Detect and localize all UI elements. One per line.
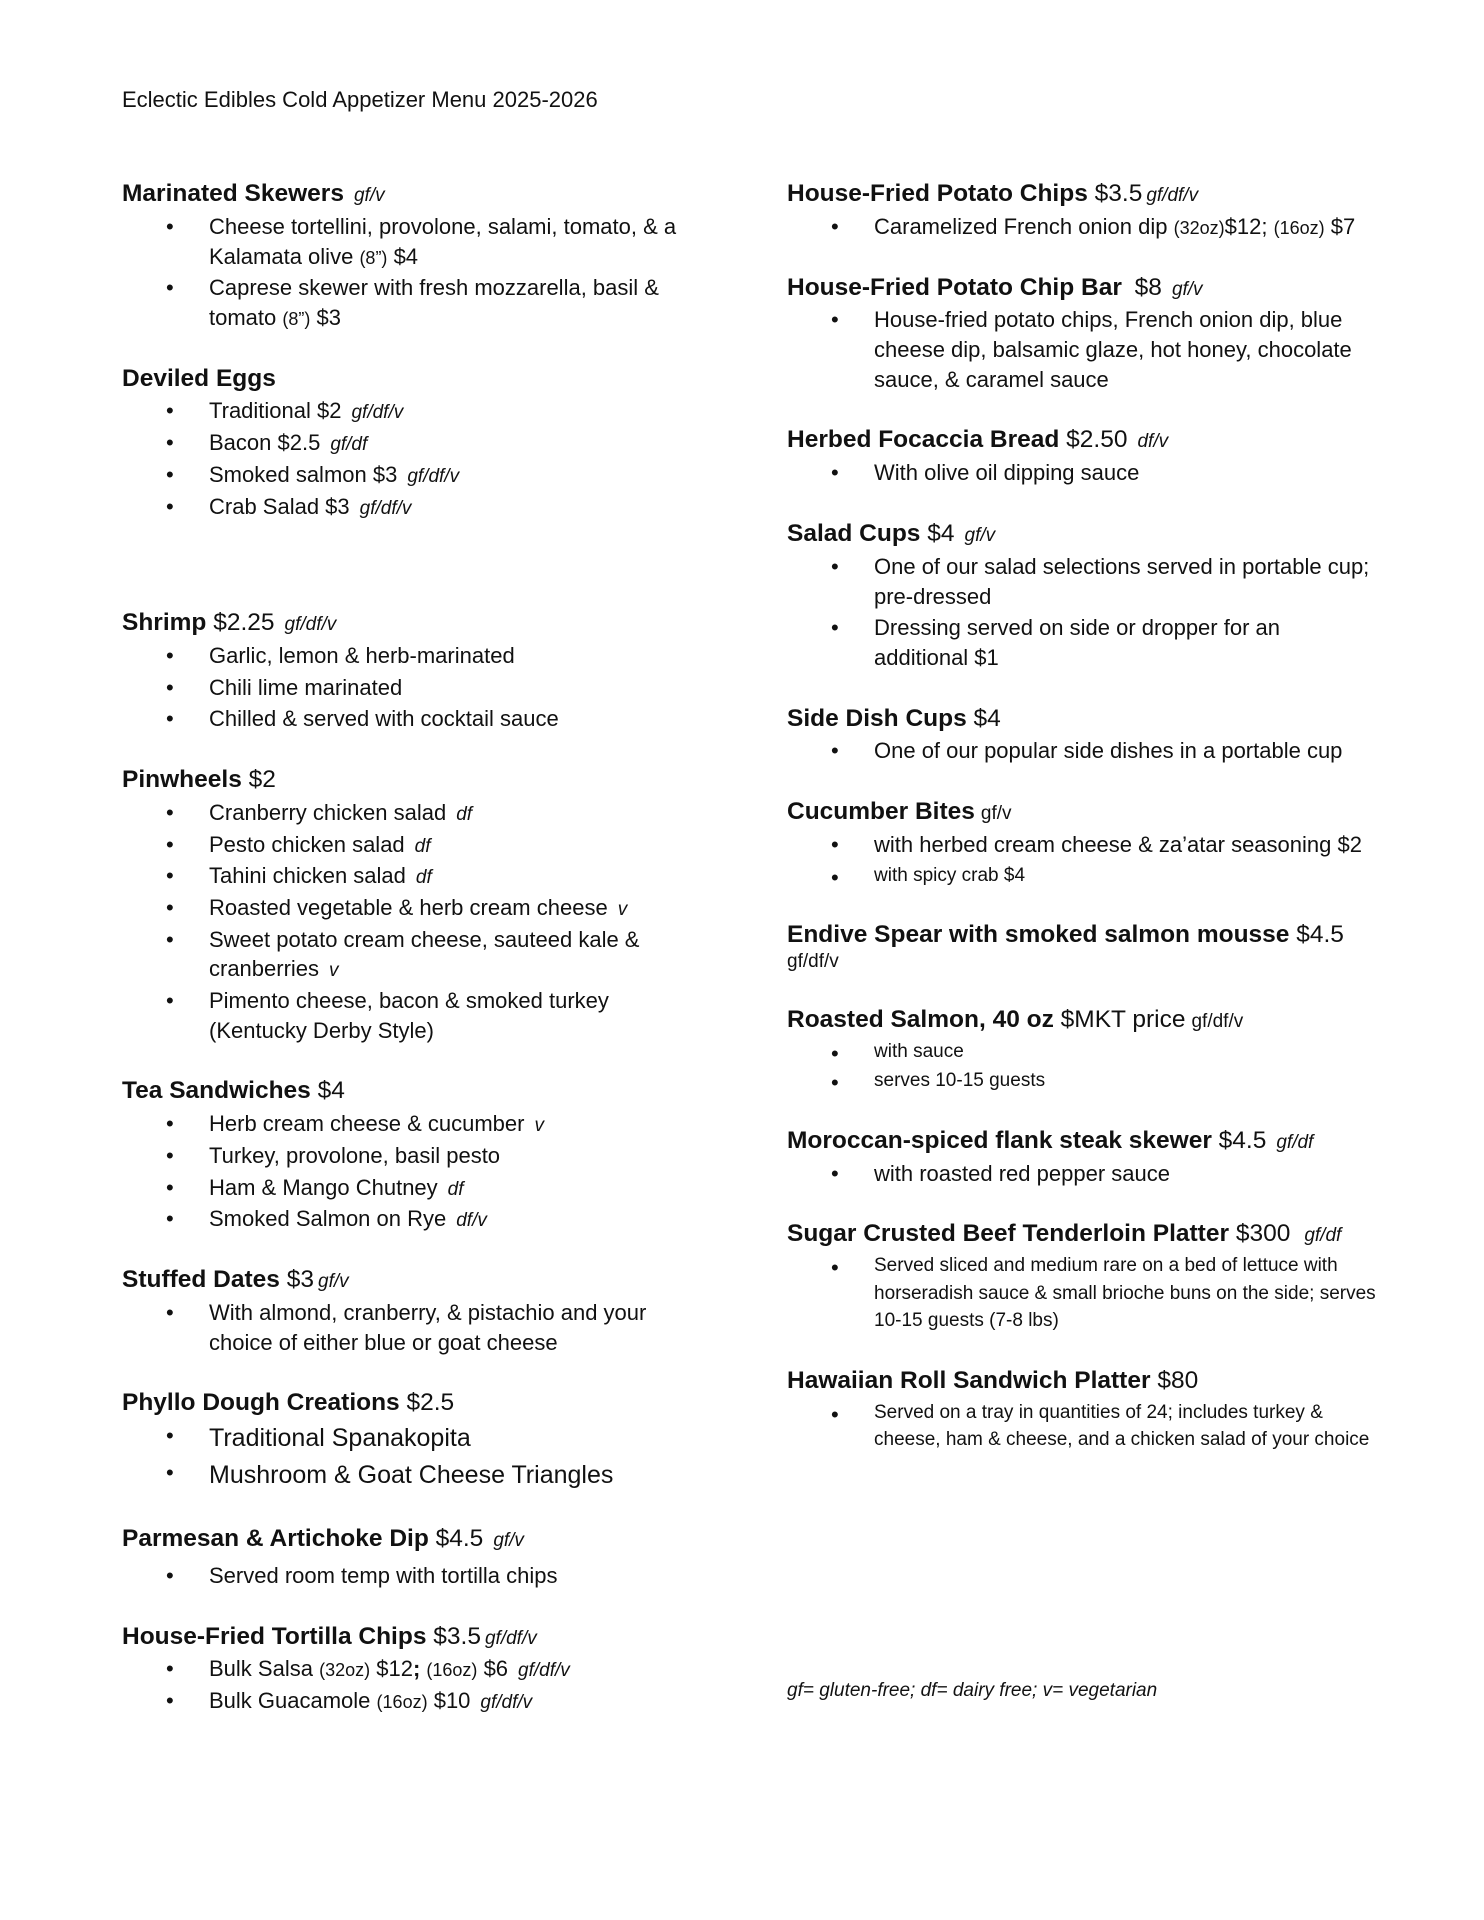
- list-item: • Caramelized French onion dip (32oz)$12; (16oz) $7: [874, 212, 1377, 242]
- section-title: Shrimp: [122, 609, 207, 637]
- section-title: Sugar Crusted Beef Tenderloin Platter: [787, 1220, 1229, 1248]
- section-deviled-eggs: [122, 363, 702, 522]
- dietary-tag: gf/df/v: [284, 614, 337, 636]
- section-endive: [787, 919, 1377, 974]
- list-item: • Served on a tray in quantities of 24; includes turkey & cheese, ham & cheese, and a chicken salad of your choice: [874, 1399, 1377, 1454]
- list-item: • with sauce: [874, 1038, 1377, 1066]
- section-title: Herbed Focaccia Bread: [787, 426, 1060, 454]
- list-item: • Bacon $2.5 gf/df: [209, 428, 702, 458]
- dietary-legend: gf= gluten-free; df= dairy free; v= vegetarian: [787, 1680, 1158, 1701]
- list-item: • One of our popular side dishes in a portable cup: [874, 736, 1377, 766]
- section-title: Salad Cups: [787, 519, 921, 547]
- section-parmesan-dip: [122, 1523, 702, 1591]
- list-item: • Smoked Salmon on Rye df/v: [209, 1204, 702, 1234]
- dietary-tag: gf/v: [964, 524, 996, 546]
- section-price: $4: [317, 1077, 345, 1105]
- dietary-tag: gf/v: [980, 803, 1012, 825]
- dietary-tag: df/v: [1137, 431, 1169, 453]
- section-title: Endive Spear with smoked salmon mousse: [787, 921, 1290, 949]
- dietary-tag: gf/v: [353, 185, 385, 206]
- list-item: • with spicy crab $4: [874, 862, 1377, 890]
- section-price: $2.25: [213, 609, 275, 637]
- section-title: House-Fried Potato Chips: [787, 180, 1088, 207]
- dietary-tag: gf/v: [493, 1530, 524, 1552]
- section-title: Marinated Skewers: [122, 180, 344, 207]
- section-price: $4: [927, 519, 955, 547]
- dietary-tag: gf/df/v: [1191, 1010, 1244, 1032]
- section-price: $4.5: [1296, 921, 1344, 949]
- section-beef-tenderloin: [787, 1218, 1377, 1334]
- section-title: House-Fried Tortilla Chips: [122, 1622, 427, 1650]
- section-title: Parmesan & Artichoke Dip: [122, 1525, 429, 1553]
- section-roasted-salmon: [787, 1004, 1377, 1095]
- list-item: • Ham & Mango Chutney df: [209, 1173, 702, 1203]
- list-item: • With almond, cranberry, & pistachio and your choice of either blue or goat cheese: [209, 1298, 702, 1357]
- section-shrimp: [122, 607, 702, 734]
- list-item: • Roasted vegetable & herb cream cheese v: [209, 893, 702, 923]
- section-tea-sandwiches: [122, 1075, 702, 1234]
- section-title: Phyllo Dough Creations: [122, 1389, 400, 1417]
- list-item: • One of our salad selections served in portable cup; pre-dressed: [874, 552, 1377, 611]
- list-item: • Dressing served on side or dropper for an additional $1: [874, 613, 1377, 672]
- list-item: • with roasted red pepper sauce: [874, 1159, 1377, 1189]
- section-potato-chips: [787, 178, 1377, 242]
- section-flank-steak: [787, 1125, 1377, 1189]
- section-focaccia: [787, 424, 1377, 488]
- section-title: Stuffed Dates: [122, 1266, 280, 1294]
- list-item: • with herbed cream cheese & za’atar seasoning $2: [874, 830, 1377, 860]
- section-cucumber-bites: [787, 796, 1377, 889]
- section-price: $8: [1134, 273, 1162, 301]
- section-side-dish-cups: [787, 703, 1377, 767]
- section-price: $4.5: [1218, 1126, 1267, 1154]
- section-price: $4.5: [435, 1525, 484, 1553]
- section-title: Deviled Eggs: [122, 364, 276, 392]
- list-item: • Smoked salmon $3 gf/df/v: [209, 460, 702, 490]
- list-item: • Cheese tortellini, provolone, salami, tomato, & a Kalamata olive (8”) $4: [209, 212, 702, 271]
- section-stuffed-dates: [122, 1264, 702, 1357]
- list-item: • Pesto chicken salad df: [209, 830, 702, 860]
- section-phyllo: [122, 1387, 702, 1493]
- list-item: • Sweet potato cream cheese, sauteed kale & cranberries v: [209, 925, 702, 984]
- dietary-tag: gf/v: [318, 1271, 349, 1293]
- list-item: • Bulk Guacamole (16oz) $10 gf/df/v: [209, 1686, 702, 1716]
- list-item: • Traditional $2 gf/df/v: [209, 396, 702, 426]
- list-item: • Served sliced and medium rare on a bed of lettuce with horseradish sauce & small brioche buns on the side; serves 10-15 guests (7-8 lbs): [874, 1252, 1377, 1335]
- list-item: • Mushroom & Goat Cheese Triangles: [209, 1458, 702, 1493]
- section-price: $3: [286, 1266, 314, 1294]
- menu-column-left: [122, 178, 702, 1746]
- dietary-tag: gf/df/v: [484, 1627, 537, 1649]
- section-title: Side Dish Cups: [787, 704, 967, 732]
- section-price: $MKT price: [1060, 1005, 1186, 1033]
- page-title: Eclectic Edibles Cold Appetizer Menu 2025-2026: [122, 87, 598, 112]
- dietary-tag: gf/df/v: [1146, 185, 1199, 206]
- section-price: $2.5: [406, 1389, 455, 1417]
- section-price: $80: [1157, 1366, 1199, 1394]
- section-price: $3.5: [1094, 180, 1143, 207]
- section-pinwheels: [122, 764, 702, 1045]
- list-item: • With olive oil dipping sauce: [874, 458, 1377, 488]
- list-item: • Crab Salad $3 gf/df/v: [209, 492, 702, 522]
- section-title: Cucumber Bites: [787, 798, 975, 826]
- menu-column-right: [787, 178, 1377, 1484]
- dietary-tag: gf/df/v: [787, 951, 839, 973]
- section-tortilla-chips: [122, 1621, 702, 1716]
- section-price: $4: [973, 704, 1001, 732]
- section-title: Pinwheels: [122, 766, 242, 794]
- list-item: • Pimento cheese, bacon & smoked turkey (Kentucky Derby Style): [209, 986, 702, 1045]
- section-title: Moroccan-spiced flank steak skewer: [787, 1126, 1212, 1154]
- list-item: • Chili lime marinated: [209, 673, 702, 703]
- dietary-tag: gf/df: [1304, 1225, 1342, 1247]
- section-title: Hawaiian Roll Sandwich Platter: [787, 1366, 1151, 1394]
- section-title: Tea Sandwiches: [122, 1077, 311, 1105]
- list-item: • Caprese skewer with fresh mozzarella, basil & tomato (8”) $3: [209, 273, 702, 332]
- dietary-tag: gf/df: [1276, 1131, 1314, 1153]
- section-price: $3.5: [433, 1622, 481, 1650]
- list-item: • Traditional Spanakopita: [209, 1421, 702, 1456]
- section-price: $300: [1235, 1220, 1291, 1248]
- list-item: • Cranberry chicken salad df: [209, 798, 702, 828]
- section-price: $2.50: [1066, 426, 1128, 454]
- list-item: • Garlic, lemon & herb-marinated: [209, 641, 702, 671]
- list-item: • Tahini chicken salad df: [209, 861, 702, 891]
- section-marinated-skewers: [122, 178, 702, 333]
- list-item: • Herb cream cheese & cucumber v: [209, 1109, 702, 1139]
- section-price: $2: [248, 766, 276, 794]
- list-item: • Turkey, provolone, basil pesto: [209, 1141, 702, 1171]
- list-item: • House-fried potato chips, French onion dip, blue cheese dip, balsamic glaze, hot honey, chocolate sauce, & caramel sauce: [874, 305, 1377, 394]
- list-item: • Chilled & served with cocktail sauce: [209, 704, 702, 734]
- list-item: • serves 10-15 guests: [874, 1067, 1377, 1095]
- section-hawaiian: [787, 1365, 1377, 1454]
- section-title: House-Fried Potato Chip Bar: [787, 273, 1122, 301]
- list-item: • Served room temp with tortilla chips: [209, 1561, 702, 1591]
- list-item: • Bulk Salsa (32oz) $12; (16oz) $6 gf/df/v: [209, 1654, 702, 1684]
- section-title: Roasted Salmon, 40 oz: [787, 1005, 1054, 1033]
- section-salad-cups: [787, 518, 1377, 673]
- section-chip-bar: [787, 272, 1377, 395]
- dietary-tag: gf/v: [1171, 278, 1203, 300]
